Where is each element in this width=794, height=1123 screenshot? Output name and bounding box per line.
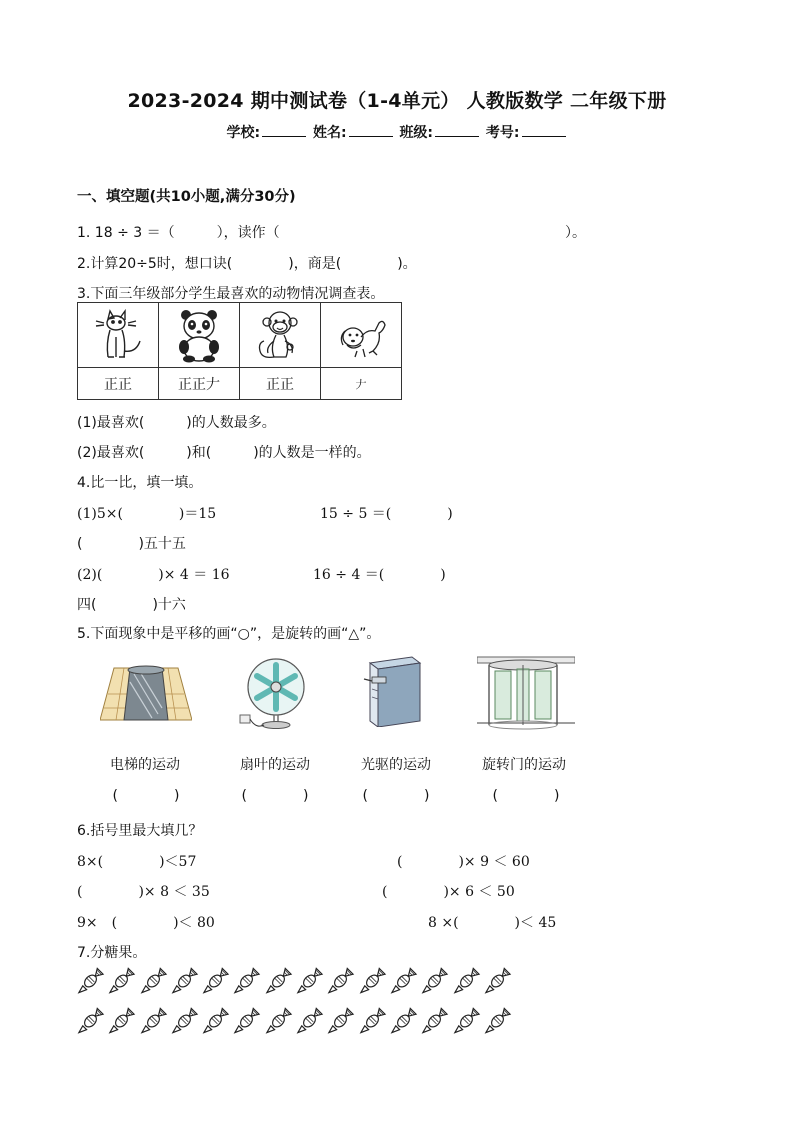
candy-icon (170, 966, 199, 996)
animal-survey-table (77, 302, 402, 400)
candy-icon (295, 966, 324, 996)
question-4-b-left: (2)( )× 4 ＝ 16 (77, 567, 230, 583)
question-3-prompt: 3.下面三年级部分学生最喜欢的动物情况调查表。 (77, 286, 385, 302)
answer-blank-escalator[interactable]: ( ) (112, 788, 180, 804)
candy-icon (452, 966, 481, 996)
candy-icon (201, 966, 230, 996)
cat-icon (90, 307, 146, 363)
candy-icon (389, 966, 418, 996)
candy-row-2 (76, 1006, 514, 1040)
class-blank[interactable] (435, 124, 479, 137)
candy-icon (326, 1006, 355, 1036)
question-7-prompt: 7.分糖果。 (77, 945, 147, 961)
dog-icon (333, 307, 389, 363)
answer-blank-fan[interactable]: ( ) (241, 788, 309, 804)
cell-dog (321, 303, 402, 368)
candy-row-1 (76, 966, 514, 1000)
answer-blank-revolving-door[interactable]: ( ) (492, 788, 560, 804)
cell-panda (159, 303, 240, 368)
number-blank[interactable] (522, 124, 566, 137)
tally-dog: 𠂇 (321, 368, 402, 400)
question-1-left: 1. 18 ÷ 3 ＝（ ），读作（ (77, 225, 280, 241)
candy-icon (483, 966, 512, 996)
candy-icon (420, 966, 449, 996)
caption-cd-drive: 光驱的运动 (361, 757, 431, 773)
candy-icon (76, 1006, 105, 1036)
candy-icon (483, 1006, 512, 1036)
question-6-r1-left: 8×( )＜57 (77, 854, 197, 870)
candy-icon (201, 1006, 230, 1036)
caption-fan: 扇叶的运动 (240, 757, 310, 773)
caption-revolving-door: 旋转门的运动 (482, 757, 566, 773)
tally-cat: 正正 (78, 368, 159, 400)
cell-monkey (240, 303, 321, 368)
candy-icon (139, 1006, 168, 1036)
candy-icon (264, 966, 293, 996)
section-heading: 一、填空题(共10小题,满分30分) (77, 189, 296, 205)
candy-icon (107, 1006, 136, 1036)
caption-escalator: 电梯的运动 (110, 757, 180, 773)
question-6-r2-right: ( )× 6 ＜ 50 (382, 884, 515, 900)
cd-drive-icon (362, 655, 422, 727)
school-label: 学校: (226, 125, 261, 141)
tally-panda: 正正𠂇 (159, 368, 240, 400)
question-4-a-words: ( )五十五 (77, 536, 186, 552)
candy-icon (264, 1006, 293, 1036)
name-blank[interactable] (349, 124, 393, 137)
question-6-r2-left: ( )× 8 ＜ 35 (77, 884, 210, 900)
escalator-icon (100, 662, 192, 724)
school-blank[interactable] (262, 124, 306, 137)
panda-icon (171, 307, 227, 363)
page-title: 2023-2024 期中测试卷（1-4单元） 人教版数学 二年级下册 (127, 90, 667, 112)
number-label: 考号: (485, 125, 520, 141)
candy-icon (358, 966, 387, 996)
question-4-a-left: (1)5×( )＝15 (77, 506, 217, 522)
revolving-door-icon (477, 655, 575, 731)
candy-icon (295, 1006, 324, 1036)
question-4-a-right: 15 ÷ 5 ＝( ) (320, 506, 453, 522)
tally-monkey: 正正 (240, 368, 321, 400)
question-6-r3-left: 9× ( )＜ 80 (77, 915, 215, 931)
cell-cat (78, 303, 159, 368)
candy-icon (358, 1006, 387, 1036)
monkey-icon (252, 307, 308, 363)
question-6-prompt: 6.括号里最大填几？ (77, 823, 203, 839)
answer-blank-cd-drive[interactable]: ( ) (362, 788, 430, 804)
candy-icon (107, 966, 136, 996)
question-3-sub1: (1)最喜欢( )的人数最多。 (77, 415, 276, 431)
fan-icon (236, 655, 316, 731)
name-label: 姓名: (312, 125, 347, 141)
question-6-r3-right: 8 ×( )＜ 45 (428, 915, 557, 931)
candy-icon (170, 1006, 199, 1036)
question-3-sub2: (2)最喜欢( )和( )的人数是一样的。 (77, 445, 371, 461)
candy-icon (420, 1006, 449, 1036)
student-info-line (0, 122, 794, 142)
candy-icon (389, 1006, 418, 1036)
question-2: 2.计算20÷5时，想口诀( )，商是( )。 (77, 256, 417, 272)
question-4-b-words: 四( )十六 (77, 597, 186, 613)
candy-icon (326, 966, 355, 996)
question-5-prompt: 5.下面现象中是平移的画“○”，是旋转的画“△”。 (77, 626, 381, 642)
candy-icon (452, 1006, 481, 1036)
candy-icon (232, 1006, 261, 1036)
question-1-right: ）。 (565, 225, 586, 241)
question-4-b-right: 16 ÷ 4 ＝( ) (313, 567, 446, 583)
question-6-r1-right: ( )× 9 ＜ 60 (397, 854, 530, 870)
class-label: 班级: (399, 125, 434, 141)
candy-icon (139, 966, 168, 996)
candy-icon (232, 966, 261, 996)
question-4-prompt: 4.比一比，填一填。 (77, 475, 203, 491)
candy-icon (76, 966, 105, 996)
